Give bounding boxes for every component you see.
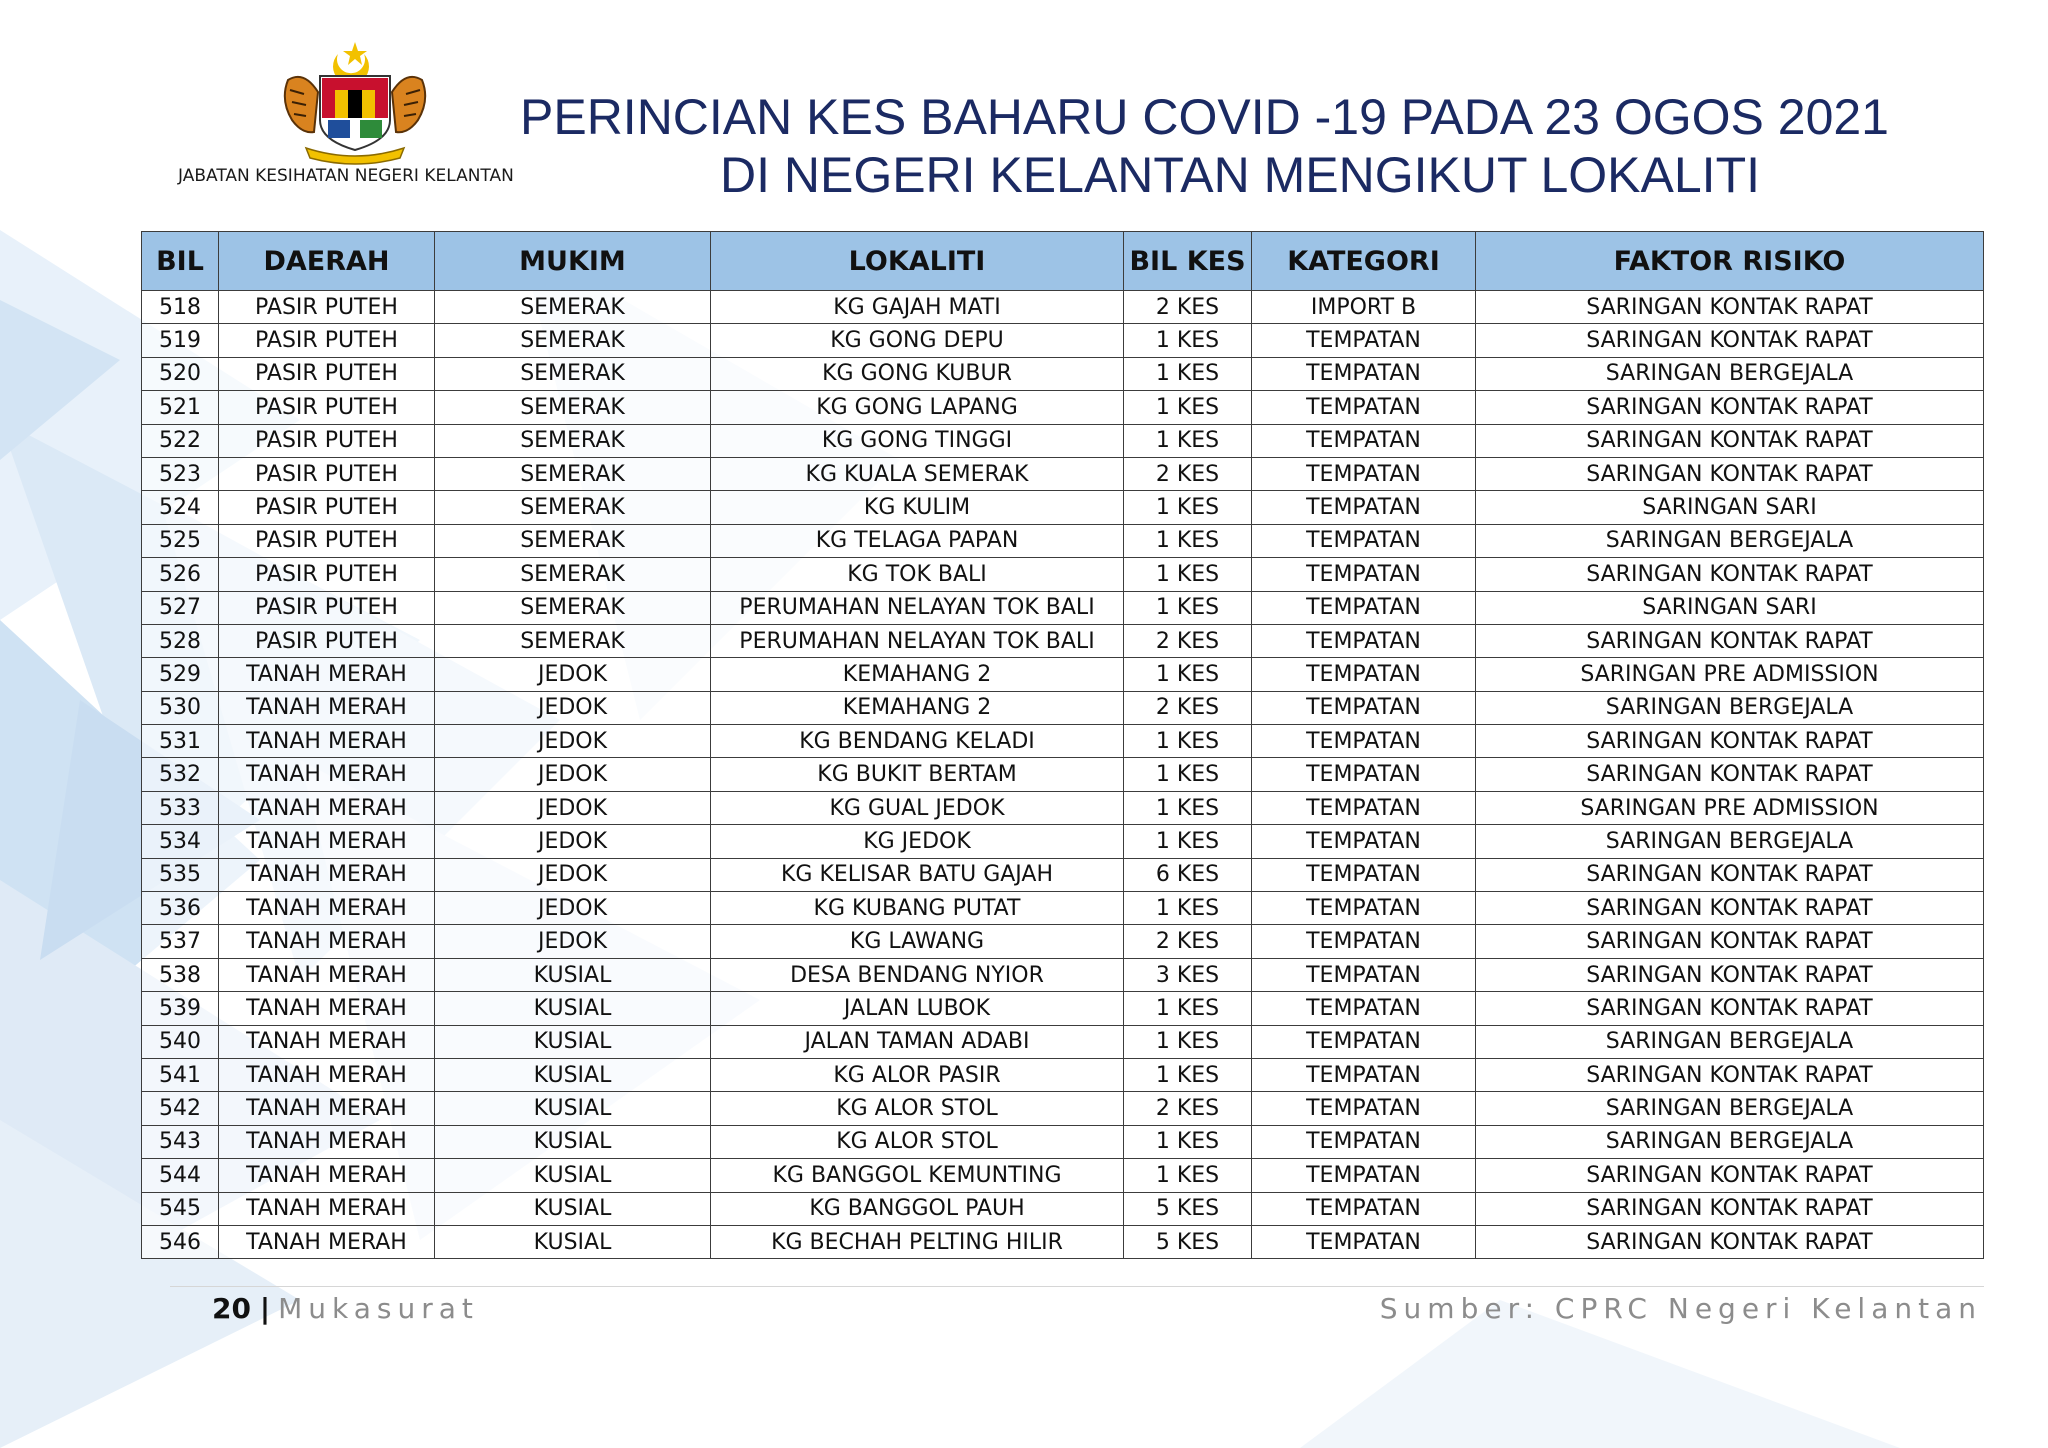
- cell-lokaliti: KG GONG DEPU: [711, 324, 1124, 357]
- column-header-bil: BIL: [142, 232, 219, 291]
- cell-mukim: SEMERAK: [435, 391, 711, 424]
- cell-lokaliti: KG KULIM: [711, 491, 1124, 524]
- cell-mukim: KUSIAL: [435, 1025, 711, 1058]
- cell-faktor-risiko: SARINGAN KONTAK RAPAT: [1476, 858, 1984, 891]
- cell-faktor-risiko: SARINGAN BERGEJALA: [1476, 825, 1984, 858]
- cell-bil: 543: [142, 1125, 219, 1158]
- cell-kategori: TEMPATAN: [1252, 691, 1476, 724]
- cell-faktor-risiko: SARINGAN SARI: [1476, 491, 1984, 524]
- cell-faktor-risiko: SARINGAN BERGEJALA: [1476, 1125, 1984, 1158]
- cell-kategori: TEMPATAN: [1252, 391, 1476, 424]
- column-header-faktor-risiko: FAKTOR RISIKO: [1476, 232, 1984, 291]
- cell-lokaliti: KEMAHANG 2: [711, 691, 1124, 724]
- cell-bil: 537: [142, 925, 219, 958]
- cell-daerah: PASIR PUTEH: [219, 524, 435, 557]
- cell-daerah: PASIR PUTEH: [219, 324, 435, 357]
- table-row: [142, 1092, 1984, 1125]
- cell-mukim: JEDOK: [435, 691, 711, 724]
- cell-lokaliti: KG ALOR PASIR: [711, 1058, 1124, 1091]
- cell-bil: 534: [142, 825, 219, 858]
- cell-faktor-risiko: SARINGAN KONTAK RAPAT: [1476, 1159, 1984, 1192]
- page-number-block: [212, 1292, 479, 1325]
- department-name: JABATAN KESIHATAN NEGERI KELANTAN: [178, 166, 514, 186]
- cell-bil: 540: [142, 1025, 219, 1058]
- cell-bil-kes: 1 KES: [1124, 658, 1252, 691]
- cell-faktor-risiko: SARINGAN BERGEJALA: [1476, 1025, 1984, 1058]
- cell-mukim: SEMERAK: [435, 624, 711, 657]
- cell-mukim: KUSIAL: [435, 1225, 711, 1258]
- cell-lokaliti: KG BUKIT BERTAM: [711, 758, 1124, 791]
- cell-bil: 526: [142, 558, 219, 591]
- cell-lokaliti: KG GUAL JEDOK: [711, 791, 1124, 824]
- cell-bil: 524: [142, 491, 219, 524]
- malaysia-coat-of-arms-icon: [270, 40, 440, 170]
- table-row: [142, 457, 1984, 490]
- cell-faktor-risiko: SARINGAN KONTAK RAPAT: [1476, 758, 1984, 791]
- cell-bil-kes: 1 KES: [1124, 791, 1252, 824]
- cell-faktor-risiko: SARINGAN BERGEJALA: [1476, 691, 1984, 724]
- cell-mukim: KUSIAL: [435, 1058, 711, 1091]
- table-row: [142, 591, 1984, 624]
- cell-bil: 518: [142, 291, 219, 324]
- cell-mukim: SEMERAK: [435, 357, 711, 390]
- cell-kategori: TEMPATAN: [1252, 1159, 1476, 1192]
- cell-bil-kes: 6 KES: [1124, 858, 1252, 891]
- cell-kategori: TEMPATAN: [1252, 1192, 1476, 1225]
- table-row: [142, 524, 1984, 557]
- cell-mukim: KUSIAL: [435, 1159, 711, 1192]
- cell-faktor-risiko: SARINGAN BERGEJALA: [1476, 357, 1984, 390]
- source-credit: Sumber: CPRC Negeri Kelantan: [1379, 1292, 1982, 1325]
- cell-bil-kes: 2 KES: [1124, 457, 1252, 490]
- cell-daerah: TANAH MERAH: [219, 1025, 435, 1058]
- cell-faktor-risiko: SARINGAN KONTAK RAPAT: [1476, 424, 1984, 457]
- cell-bil-kes: 2 KES: [1124, 691, 1252, 724]
- cell-lokaliti: KG BECHAH PELTING HILIR: [711, 1225, 1124, 1258]
- cell-bil-kes: 1 KES: [1124, 324, 1252, 357]
- cell-mukim: JEDOK: [435, 758, 711, 791]
- column-header-daerah: DAERAH: [219, 232, 435, 291]
- cell-daerah: TANAH MERAH: [219, 1092, 435, 1125]
- cell-lokaliti: KG KELISAR BATU GAJAH: [711, 858, 1124, 891]
- cell-bil-kes: 1 KES: [1124, 1058, 1252, 1091]
- cell-mukim: KUSIAL: [435, 1192, 711, 1225]
- cell-bil-kes: 1 KES: [1124, 424, 1252, 457]
- table-row: [142, 1058, 1984, 1091]
- cell-mukim: JEDOK: [435, 791, 711, 824]
- cell-kategori: TEMPATAN: [1252, 1225, 1476, 1258]
- cell-kategori: TEMPATAN: [1252, 892, 1476, 925]
- cell-faktor-risiko: SARINGAN SARI: [1476, 591, 1984, 624]
- cell-mukim: JEDOK: [435, 925, 711, 958]
- cell-lokaliti: KG BANGGOL KEMUNTING: [711, 1159, 1124, 1192]
- cell-bil-kes: 1 KES: [1124, 758, 1252, 791]
- cell-kategori: TEMPATAN: [1252, 992, 1476, 1025]
- cell-mukim: SEMERAK: [435, 457, 711, 490]
- column-header-mukim: MUKIM: [435, 232, 711, 291]
- table-row: [142, 658, 1984, 691]
- table-row: [142, 1125, 1984, 1158]
- table-row: [142, 491, 1984, 524]
- cell-bil-kes: 1 KES: [1124, 992, 1252, 1025]
- cell-faktor-risiko: SARINGAN KONTAK RAPAT: [1476, 992, 1984, 1025]
- cell-mukim: SEMERAK: [435, 291, 711, 324]
- cell-bil: 530: [142, 691, 219, 724]
- cell-bil: 542: [142, 1092, 219, 1125]
- cell-bil-kes: 5 KES: [1124, 1192, 1252, 1225]
- cell-faktor-risiko: SARINGAN KONTAK RAPAT: [1476, 324, 1984, 357]
- cell-bil: 528: [142, 624, 219, 657]
- cell-mukim: SEMERAK: [435, 591, 711, 624]
- cell-bil-kes: 1 KES: [1124, 825, 1252, 858]
- cell-kategori: TEMPATAN: [1252, 1025, 1476, 1058]
- table-row: [142, 691, 1984, 724]
- cell-bil: 531: [142, 725, 219, 758]
- cell-faktor-risiko: SARINGAN KONTAK RAPAT: [1476, 624, 1984, 657]
- cell-kategori: TEMPATAN: [1252, 1058, 1476, 1091]
- cell-mukim: KUSIAL: [435, 958, 711, 991]
- cell-daerah: PASIR PUTEH: [219, 391, 435, 424]
- cell-lokaliti: KG GONG KUBUR: [711, 357, 1124, 390]
- table-row: [142, 758, 1984, 791]
- cell-kategori: TEMPATAN: [1252, 658, 1476, 691]
- cell-daerah: TANAH MERAH: [219, 1125, 435, 1158]
- table-row: [142, 1159, 1984, 1192]
- cell-mukim: JEDOK: [435, 892, 711, 925]
- cell-bil-kes: 1 KES: [1124, 491, 1252, 524]
- cell-lokaliti: KG TOK BALI: [711, 558, 1124, 591]
- cell-faktor-risiko: SARINGAN KONTAK RAPAT: [1476, 1058, 1984, 1091]
- cell-lokaliti: KG KUBANG PUTAT: [711, 892, 1124, 925]
- cell-bil-kes: 1 KES: [1124, 391, 1252, 424]
- cell-kategori: TEMPATAN: [1252, 524, 1476, 557]
- cell-bil: 535: [142, 858, 219, 891]
- table-row: [142, 825, 1984, 858]
- cell-bil: 527: [142, 591, 219, 624]
- cell-daerah: TANAH MERAH: [219, 758, 435, 791]
- cell-mukim: SEMERAK: [435, 558, 711, 591]
- cell-faktor-risiko: SARINGAN KONTAK RAPAT: [1476, 1225, 1984, 1258]
- table-row: [142, 1025, 1984, 1058]
- table-row: [142, 624, 1984, 657]
- cell-lokaliti: KG JEDOK: [711, 825, 1124, 858]
- cell-faktor-risiko: SARINGAN KONTAK RAPAT: [1476, 725, 1984, 758]
- cell-bil-kes: 2 KES: [1124, 1092, 1252, 1125]
- cell-bil: 533: [142, 791, 219, 824]
- cell-faktor-risiko: SARINGAN BERGEJALA: [1476, 524, 1984, 557]
- cell-lokaliti: KG BENDANG KELADI: [711, 725, 1124, 758]
- cell-kategori: TEMPATAN: [1252, 958, 1476, 991]
- cell-lokaliti: KG ALOR STOL: [711, 1125, 1124, 1158]
- cell-daerah: TANAH MERAH: [219, 892, 435, 925]
- table-row: [142, 291, 1984, 324]
- cell-bil-kes: 1 KES: [1124, 725, 1252, 758]
- cell-lokaliti: KEMAHANG 2: [711, 658, 1124, 691]
- cell-bil: 538: [142, 958, 219, 991]
- cell-daerah: TANAH MERAH: [219, 791, 435, 824]
- cell-lokaliti: KG GONG LAPANG: [711, 391, 1124, 424]
- footer-divider: [170, 1286, 1984, 1287]
- cell-mukim: SEMERAK: [435, 324, 711, 357]
- cell-bil-kes: 1 KES: [1124, 558, 1252, 591]
- cell-daerah: PASIR PUTEH: [219, 591, 435, 624]
- cell-faktor-risiko: SARINGAN KONTAK RAPAT: [1476, 958, 1984, 991]
- column-header-bil-kes: BIL KES: [1124, 232, 1252, 291]
- cell-daerah: TANAH MERAH: [219, 958, 435, 991]
- cell-kategori: TEMPATAN: [1252, 858, 1476, 891]
- cell-faktor-risiko: SARINGAN PRE ADMISSION: [1476, 658, 1984, 691]
- cell-kategori: TEMPATAN: [1252, 1092, 1476, 1125]
- cell-daerah: TANAH MERAH: [219, 725, 435, 758]
- cell-daerah: PASIR PUTEH: [219, 424, 435, 457]
- table-body: [142, 291, 1984, 1259]
- cell-bil: 545: [142, 1192, 219, 1225]
- cell-kategori: TEMPATAN: [1252, 725, 1476, 758]
- cell-daerah: TANAH MERAH: [219, 1225, 435, 1258]
- cell-kategori: TEMPATAN: [1252, 925, 1476, 958]
- cell-daerah: PASIR PUTEH: [219, 357, 435, 390]
- table-row: [142, 992, 1984, 1025]
- page-word: Mukasurat: [278, 1292, 479, 1325]
- cell-faktor-risiko: SARINGAN BERGEJALA: [1476, 1092, 1984, 1125]
- cell-daerah: PASIR PUTEH: [219, 624, 435, 657]
- cell-bil: 520: [142, 357, 219, 390]
- cell-kategori: TEMPATAN: [1252, 558, 1476, 591]
- page-number: 20: [212, 1292, 251, 1325]
- cell-daerah: PASIR PUTEH: [219, 558, 435, 591]
- cell-lokaliti: KG LAWANG: [711, 925, 1124, 958]
- cell-lokaliti: PERUMAHAN NELAYAN TOK BALI: [711, 591, 1124, 624]
- cell-bil-kes: 1 KES: [1124, 357, 1252, 390]
- cell-lokaliti: KG ALOR STOL: [711, 1092, 1124, 1125]
- cell-daerah: PASIR PUTEH: [219, 291, 435, 324]
- cell-lokaliti: KG GAJAH MATI: [711, 291, 1124, 324]
- table-row: [142, 424, 1984, 457]
- cell-mukim: SEMERAK: [435, 424, 711, 457]
- table-row: [142, 858, 1984, 891]
- title-line-1: PERINCIAN KES BAHARU COVID -19 PADA 23 OGOS 2021: [520, 89, 1889, 145]
- cell-mukim: JEDOK: [435, 658, 711, 691]
- cell-kategori: TEMPATAN: [1252, 424, 1476, 457]
- cell-lokaliti: DESA BENDANG NYIOR: [711, 958, 1124, 991]
- cell-kategori: TEMPATAN: [1252, 357, 1476, 390]
- table-row: [142, 324, 1984, 357]
- cell-daerah: TANAH MERAH: [219, 992, 435, 1025]
- table-row: [142, 725, 1984, 758]
- table-header-row: [142, 232, 1984, 291]
- cell-kategori: TEMPATAN: [1252, 491, 1476, 524]
- table-row: [142, 391, 1984, 424]
- cell-kategori: TEMPATAN: [1252, 791, 1476, 824]
- cell-bil-kes: 2 KES: [1124, 624, 1252, 657]
- cell-daerah: PASIR PUTEH: [219, 491, 435, 524]
- cell-daerah: TANAH MERAH: [219, 925, 435, 958]
- cell-bil: 536: [142, 892, 219, 925]
- cell-bil: 519: [142, 324, 219, 357]
- cell-lokaliti: KG GONG TINGGI: [711, 424, 1124, 457]
- cell-kategori: TEMPATAN: [1252, 825, 1476, 858]
- cell-bil: 539: [142, 992, 219, 1025]
- cell-mukim: KUSIAL: [435, 992, 711, 1025]
- cell-bil-kes: 1 KES: [1124, 591, 1252, 624]
- cell-kategori: TEMPATAN: [1252, 624, 1476, 657]
- cell-bil-kes: 1 KES: [1124, 892, 1252, 925]
- cell-bil-kes: 5 KES: [1124, 1225, 1252, 1258]
- cell-faktor-risiko: SARINGAN KONTAK RAPAT: [1476, 558, 1984, 591]
- cell-bil-kes: 1 KES: [1124, 1025, 1252, 1058]
- cell-lokaliti: JALAN TAMAN ADABI: [711, 1025, 1124, 1058]
- cell-daerah: TANAH MERAH: [219, 658, 435, 691]
- cell-bil: 546: [142, 1225, 219, 1258]
- cell-bil-kes: 3 KES: [1124, 958, 1252, 991]
- title-line-2: DI NEGERI KELANTAN MENGIKUT LOKALITI: [719, 147, 1761, 203]
- cell-bil: 544: [142, 1159, 219, 1192]
- cell-faktor-risiko: SARINGAN KONTAK RAPAT: [1476, 1192, 1984, 1225]
- page-separator: |: [259, 1292, 271, 1325]
- cell-bil-kes: 1 KES: [1124, 524, 1252, 557]
- table-row: [142, 791, 1984, 824]
- page-title: [520, 88, 1889, 204]
- cell-kategori: TEMPATAN: [1252, 758, 1476, 791]
- column-header-lokaliti: LOKALITI: [711, 232, 1124, 291]
- cell-lokaliti: PERUMAHAN NELAYAN TOK BALI: [711, 624, 1124, 657]
- column-header-kategori: KATEGORI: [1252, 232, 1476, 291]
- cell-bil: 521: [142, 391, 219, 424]
- cell-mukim: KUSIAL: [435, 1125, 711, 1158]
- cell-daerah: PASIR PUTEH: [219, 457, 435, 490]
- cell-faktor-risiko: SARINGAN KONTAK RAPAT: [1476, 291, 1984, 324]
- cell-bil: 522: [142, 424, 219, 457]
- cell-kategori: TEMPATAN: [1252, 324, 1476, 357]
- cell-lokaliti: KG BANGGOL PAUH: [711, 1192, 1124, 1225]
- cell-bil-kes: 1 KES: [1124, 1125, 1252, 1158]
- table-row: [142, 558, 1984, 591]
- cell-mukim: KUSIAL: [435, 1092, 711, 1125]
- cell-bil: 523: [142, 457, 219, 490]
- cell-faktor-risiko: SARINGAN PRE ADMISSION: [1476, 791, 1984, 824]
- cell-mukim: SEMERAK: [435, 524, 711, 557]
- cell-lokaliti: JALAN LUBOK: [711, 992, 1124, 1025]
- covid-cases-table: [141, 231, 1984, 1259]
- cell-faktor-risiko: SARINGAN KONTAK RAPAT: [1476, 457, 1984, 490]
- cell-daerah: TANAH MERAH: [219, 691, 435, 724]
- cell-lokaliti: KG TELAGA PAPAN: [711, 524, 1124, 557]
- table-row: [142, 892, 1984, 925]
- cell-mukim: JEDOK: [435, 825, 711, 858]
- table-row: [142, 925, 1984, 958]
- cell-daerah: TANAH MERAH: [219, 1159, 435, 1192]
- cell-daerah: TANAH MERAH: [219, 1058, 435, 1091]
- cell-daerah: TANAH MERAH: [219, 825, 435, 858]
- cell-kategori: TEMPATAN: [1252, 1125, 1476, 1158]
- cell-bil: 529: [142, 658, 219, 691]
- cell-bil-kes: 2 KES: [1124, 291, 1252, 324]
- cell-faktor-risiko: SARINGAN KONTAK RAPAT: [1476, 892, 1984, 925]
- cell-faktor-risiko: SARINGAN KONTAK RAPAT: [1476, 925, 1984, 958]
- cell-bil: 541: [142, 1058, 219, 1091]
- cell-mukim: JEDOK: [435, 858, 711, 891]
- cell-bil-kes: 1 KES: [1124, 1159, 1252, 1192]
- cell-kategori: IMPORT B: [1252, 291, 1476, 324]
- cell-bil: 532: [142, 758, 219, 791]
- cell-bil-kes: 2 KES: [1124, 925, 1252, 958]
- cell-daerah: TANAH MERAH: [219, 1192, 435, 1225]
- table-row: [142, 1192, 1984, 1225]
- table-row: [142, 958, 1984, 991]
- cell-faktor-risiko: SARINGAN KONTAK RAPAT: [1476, 391, 1984, 424]
- cell-mukim: JEDOK: [435, 725, 711, 758]
- cell-mukim: SEMERAK: [435, 491, 711, 524]
- table-row: [142, 1225, 1984, 1258]
- table-row: [142, 357, 1984, 390]
- cell-kategori: TEMPATAN: [1252, 591, 1476, 624]
- cell-daerah: TANAH MERAH: [219, 858, 435, 891]
- cell-kategori: TEMPATAN: [1252, 457, 1476, 490]
- cell-bil: 525: [142, 524, 219, 557]
- cell-lokaliti: KG KUALA SEMERAK: [711, 457, 1124, 490]
